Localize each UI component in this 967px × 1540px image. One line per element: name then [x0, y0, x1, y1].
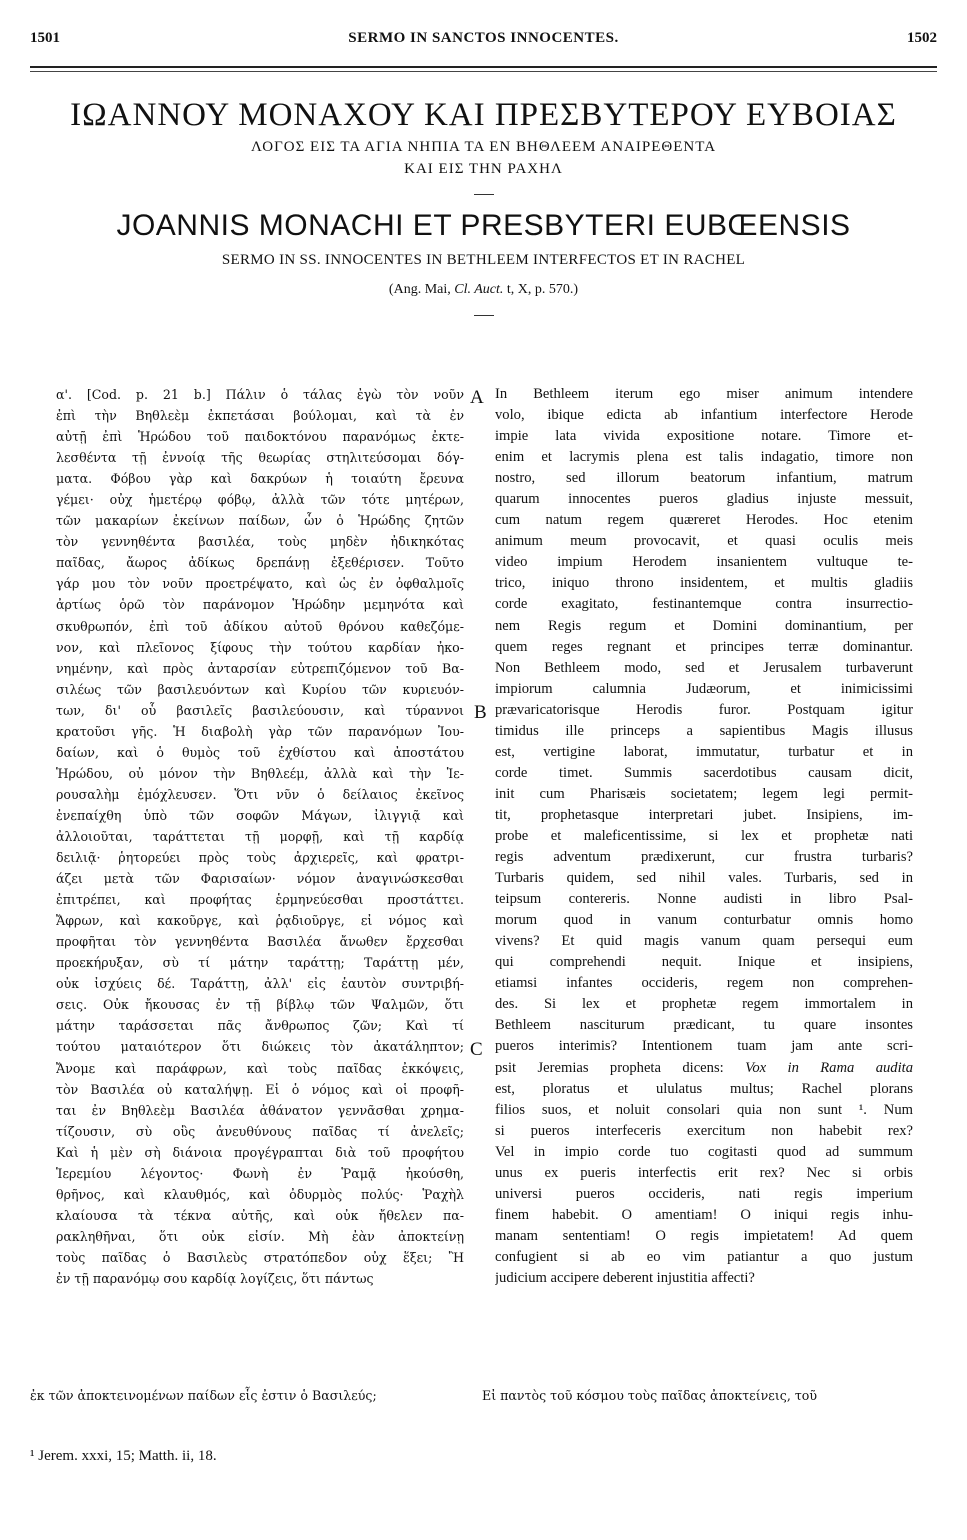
- latin-text-column: [495, 384, 913, 1289]
- text-line: τῶν μακαρίων ἐκείνων παίδων, ὧν ὁ Ἡρώδης ζητῶν: [56, 513, 464, 529]
- text-line: κλαίουσα τὰ τέκνα αὐτῆς, καὶ οὐκ ἤθελεν πα-: [56, 1207, 464, 1223]
- text-line: μάτην ταράσσεται πᾶς ἄνθρωπος ζῶν; Καὶ τί: [56, 1018, 464, 1034]
- text-line: θρῆνος, καὶ κλαυθμός, καὶ ὀδυρμὸς πολύς· Ῥαχὴλ: [56, 1186, 464, 1202]
- text-line: προεκήρυξαν, σὺ τί μάτην ταράττῃ; Ταράττῃ μέν,: [56, 955, 464, 971]
- latin-subtitle: SERMO IN SS. INNOCENTES IN BETHLEEM INTERFECTOS ET IN RACHEL: [221, 252, 746, 268]
- text-line: Turbaris quidem, sed nihil vales. Turbaris, sed in: [495, 870, 913, 887]
- text-line: οὐκ ἰσχύεις δέ. Ταράττῃ, ἀλλ' εἰς ἑαυτὸν συντριβή-: [56, 976, 464, 992]
- text-line: prævaricatorisque Herodis furor. Postquam igitur: [495, 701, 913, 718]
- text-line: παῖδας, ἄωρος ἀδίκως δρεπάνῃ ἐξεθέρισεν. Τοῦτο: [56, 555, 464, 571]
- text-line: quarum innocentes pueros gladius injuste messuit,: [495, 491, 913, 508]
- source-volume: t, X, p. 570.): [506, 282, 579, 297]
- text-line: trico, iniquo throno insidentem, et multis gladiis: [495, 575, 913, 592]
- text-line: qui comprehendi nequit. Inique et insipiens,: [495, 954, 913, 971]
- text-line: enim et lacrymis plena est talis indagatio, timore non: [495, 449, 913, 466]
- text-line: corde timet. Summis sacerdotibus causam dicit,: [495, 764, 913, 781]
- text-line: corde exagitato, festinantemque contra insurrectio-: [495, 596, 913, 613]
- header-rule-thin: [30, 71, 937, 72]
- text-line: άζει μετὰ τῶν Φαρισαίων· νόμον ἀναγινώσκεσθαι: [56, 871, 464, 887]
- text-line: των, δι' οὗ βασιλεῖς βασιλεύουσιν, καὶ τύραννοι: [56, 702, 464, 718]
- running-header: [30, 30, 937, 56]
- text-line: pueros interimis? Intentionem tuam jam ante scri-: [495, 1038, 913, 1055]
- text-line: ἀλλοιοῦται, ταράττεται τῇ μορφῇ, καὶ τῇ καρδίᾳ: [56, 828, 464, 844]
- text-line: des. Si lex et prophetæ regem immortalem in: [495, 996, 913, 1013]
- text-line: ἐνεπαίχθη ὑπὸ τῶν σοφῶν Μάγων, ἰλιγγιᾷ καὶ: [56, 807, 464, 823]
- greek-subtitle-1: ΛΟΓΟΣ ΕΙΣ ΤΑ ΑΓΙΑ ΝΗΠΙΑ ΤΑ ΕΝ ΒΗΘΛΕΕΜ ΑΝΑΙΡΕΘΕΝΤΑ: [250, 139, 717, 155]
- text-line: impiorum calumnia Judæorum, et inimicissimi: [495, 680, 913, 697]
- text-line: αὐτῇ ἐπὶ Ἡρώδου τοῦ παιδοκτόνου παρανόμως ἐκτε-: [56, 429, 464, 445]
- text-line: vivens? Et quid magis vanum quam persequi eum: [495, 933, 913, 950]
- greek-subtitle-2: ΚΑΙ ΕΙΣ ΤΗΝ ΡΑΧΗΛ: [404, 161, 563, 177]
- text-line: nostro, sed illorum beatorum infantium, matrum: [495, 470, 913, 487]
- title-separator-dash-2: [474, 315, 494, 316]
- margin-letter-a: A: [470, 387, 484, 408]
- footnote: ¹ Jerem. xxxi, 15; Matth. ii, 18.: [30, 1448, 217, 1464]
- text-line: animum meum provocavit, et quasi oculis meis: [495, 533, 913, 550]
- text-line: morum quod in vanum conturbatur omnis homo: [495, 912, 913, 929]
- text-line: νημένην, καὶ πρὸς ἀνταρσίαν εὐτρεπιζόμενον τοῦ Βα-: [56, 660, 464, 676]
- text-line: κρατοῦσι γῆς. Ἡ διαβολὴ γὰρ τῶν παρανόμων Ἰου-: [56, 723, 464, 739]
- bottom-line-greek-left: ἐκ τῶν ἀποκτεινομένων παίδων εἷς ἐστιν ὁ Βασιλεύς;: [30, 1388, 377, 1403]
- text-line: probe et maleficentissime, si lex et prophetæ nati: [495, 827, 913, 844]
- text-line: Ἱερεμίου λέγοντος· Φωνὴ ἐν Ῥαμᾷ ἠκούσθη,: [56, 1165, 464, 1181]
- text-line: manam sententiam! O regis impietatem! Ad quem: [495, 1227, 913, 1244]
- text-line: ρακληθῆναι, ὅτι οὐκ εἰσίν. Μὴ ἐὰν ἀποκτείνῃ: [56, 1228, 464, 1244]
- text-line: filios suos, et noluit consolari quia non sunt ¹. Num: [495, 1101, 913, 1118]
- text-line: finem habebit. O amentiam! O iniqui regis inhu-: [495, 1206, 913, 1223]
- text-line: δειλιᾷ· ῥητορεύει πρὸς τοὺς ἀρχιερεῖς, καὶ φρατρι-: [56, 850, 464, 866]
- text-line: ἐπιτρέπει, καὶ προφήτας ἑρμηνεύεσθαι προστάττει.: [56, 892, 464, 908]
- bottom-line-greek-right: Εἰ παντὸς τοῦ κόσμου τοὺς παῖδας ἀποκτείνεις, τοῦ: [482, 1388, 818, 1403]
- text-line: video impium Herodem insanientem vultuque te-: [495, 554, 913, 571]
- text-line: προφῆται τὸν γεννηθέντα Βασιλέα ἄνωθεν ἔρχεσθαι: [56, 934, 464, 950]
- greek-title: ΙΩΑΝΝΟΥ ΜΟΝΑΧΟΥ ΚΑΙ ΠΡΕΣΒΥΤΕΡΟΥ ΕΥΒΟΙΑΣ: [70, 97, 897, 133]
- text-line: ἐπὶ τὴν Βηθλεὲμ ἐκπετάσαι βούλομαι, καὶ τὰ ἐν: [56, 408, 464, 424]
- text-line: unus ex pueris interfectis erit rex? Nec si orbis: [495, 1164, 913, 1181]
- page-number-right: 1502: [907, 30, 937, 46]
- text-line: σεις. Οὐκ ἤκουσας ἐν τῇ βίβλῳ τῶν Ψαλμῶν, ὅτι: [56, 997, 464, 1013]
- text-line: δαίων, καὶ ὁ θυμὸς τοῦ ἐχθίστου καὶ ἀποστάτου: [56, 744, 464, 760]
- margin-letter-c: C: [470, 1039, 483, 1060]
- text-line: est, vertigine laborat, immutatur, turbatur et in: [495, 743, 913, 760]
- text-line: Ἡρώδου, οὐ μόνον τὴν Βηθλεέμ, ἀλλὰ καὶ τὴν Ἱε-: [56, 765, 464, 781]
- text-line: γέμει· οὐχ ἡμετέρῳ φόβῳ, ἀλλὰ τῶν τότε μητέρων,: [56, 492, 464, 508]
- text-line: Non Bethleem modo, sed et Jerusalem turbaverunt: [495, 659, 913, 676]
- text-line: In Bethleem iterum ego miser animum intendere: [495, 386, 913, 402]
- source-citation: [30, 279, 937, 301]
- text-line: νον, καὶ πλεῖονος ξίφους τὴν τούτου καρδίαν ἠκο-: [56, 639, 464, 655]
- text-line: σκυθρωπόν, ἐπὶ τοῦ ἀδίκου αὐτοῦ θρόνου καθεζόμε-: [56, 618, 464, 634]
- text-line: etiamsi infantes occideris, regem non comprehen-: [495, 975, 913, 992]
- text-line: Bethleem nasciturum prædicant, tu quare insontes: [495, 1017, 913, 1034]
- text-line: impie lata vivida expositione notare. Timore et-: [495, 428, 913, 445]
- text-line: nem Regis regum et Domini dominantium, per: [495, 617, 913, 634]
- text-line: α'. [Cod. p. 21 b.] Πάλιν ὁ τάλας ἐγὼ τὸν νοῦν: [56, 387, 464, 402]
- text-line: τὸν Βασιλέα οὐ καταλήψῃ. Εἰ ὁ νόμος καὶ οἱ προφῆ-: [56, 1081, 464, 1097]
- greek-text-column: [56, 384, 464, 1289]
- text-line: tit, prophetasque interpretari jubet. Insipiens, im-: [495, 806, 913, 823]
- text-line: ματα. Φόβου γὰρ καὶ δακρύων ἡ τοιαύτη ἔρευνα: [56, 471, 464, 487]
- header-rule-thick: [30, 66, 937, 68]
- text-line: si pueros interfeceris exercitum non habebit rex?: [495, 1122, 913, 1139]
- text-line: teipsum contereris. Nonne audisti in libro Psal-: [495, 891, 913, 908]
- scripture-quote-italic: Vox in Rama audita: [745, 1059, 913, 1076]
- text-line: quem reges regnant et principes terræ dominantur.: [495, 638, 913, 655]
- text-line: τούτου ματαιότερον ὅτι διώκεις τὸν ἀκατάληπτον;: [56, 1039, 464, 1055]
- text-line: init cum Pharisæis societatem; legem legi permit-: [495, 785, 913, 802]
- running-title: SERMO IN SANCTOS INNOCENTES.: [348, 30, 619, 46]
- text-line: τὸν γεννηθέντα βασιλέα, τοὺς μηδὲν ἠδικηκότας: [56, 534, 464, 550]
- source-work: Cl. Auct.: [454, 282, 504, 297]
- page-number-left: 1501: [30, 30, 60, 46]
- title-block: [30, 90, 937, 328]
- text-line: volo, ibique edicta ab infantium interfectore Herode: [495, 407, 913, 424]
- text-line: τοὺς παῖδας ὁ Βασιλεὺς στρατόπεδον οὐχ ἕξει; Ἢ: [56, 1249, 464, 1265]
- text-line: universi pueros occideris, nati regis imperium: [495, 1185, 913, 1202]
- text-line: γάρ μου τὸν νοῦν προετρέψατο, καὶ ὡς ἐν ὀφθαλμοῖς: [56, 576, 464, 592]
- margin-letter-b: B: [474, 702, 487, 723]
- text-line: τίζουσιν, σὺ οὓς ἀνευθύνους παῖδας τί ἀνελεῖς;: [56, 1123, 464, 1139]
- text-line: psit Jeremias propheta dicens: Vox in Rama audita: [495, 1059, 913, 1076]
- latin-title: JOANNIS MONACHI ET PRESBYTERI EUBŒENSIS: [116, 209, 851, 242]
- text-line: Vel in impio corde tuo cogitasti quod ad summum: [495, 1143, 913, 1160]
- text-line: confugient si ab eo vim patiantur a quo justum: [495, 1248, 913, 1265]
- text-line: ἐν τῇ παρανόμῳ σου καρδίᾳ λογίζεις, ὅτι πάντως: [56, 1270, 374, 1286]
- text-line: λεσθέντα τῇ ἐννοίᾳ τῆς θεωρίας στηλιτεύσομαι δόγ-: [56, 450, 464, 466]
- source-author: (Ang. Mai,: [388, 282, 451, 297]
- text-line: timidus ille princeps a sapientibus Magis illusus: [495, 722, 913, 739]
- text-line: σιλέως τῶν βασιλευόντων καὶ Κυρίου τῶν κυριευόν-: [56, 681, 464, 697]
- text-line: ται ἐν Βηθλεὲμ Βασιλέα ἀθάνατον γεννᾶσθαι χρημα-: [56, 1102, 464, 1118]
- text-line: Ἄνομε καὶ παράφρων, καὶ τοὺς παῖδας ἐκκόψεις,: [56, 1060, 464, 1076]
- text-line: ρουσαλὴμ ἐμόχλευσεν. Ὅτι νῦν ὁ δείλαιος ἐκεῖνος: [56, 786, 464, 802]
- text-line: ἀρτίως ὁρῶ τὸν παράνομον Ἡρώδην μεμηνότα καὶ: [56, 597, 464, 613]
- text-line: cum natum regem quæreret Herodes. Hoc etenim: [495, 512, 913, 529]
- text-line: judicium accipere deberent injustitia affecti?: [495, 1269, 755, 1286]
- title-separator-dash: [474, 194, 494, 195]
- text-line: est, ploratus et ululatus multus; Rachel plorans: [495, 1080, 913, 1097]
- text-line: Ἄφρων, καὶ κακοῦργε, καὶ ῥᾳδιοῦργε, εἰ νόμος καὶ: [56, 913, 464, 929]
- text-line: Καὶ ἡ μὲν σὴ διάνοια προγέγραπται διὰ τοῦ προφήτου: [56, 1144, 464, 1160]
- text-line: regis adventum prædixerunt, cur frustra turbaris?: [495, 849, 913, 866]
